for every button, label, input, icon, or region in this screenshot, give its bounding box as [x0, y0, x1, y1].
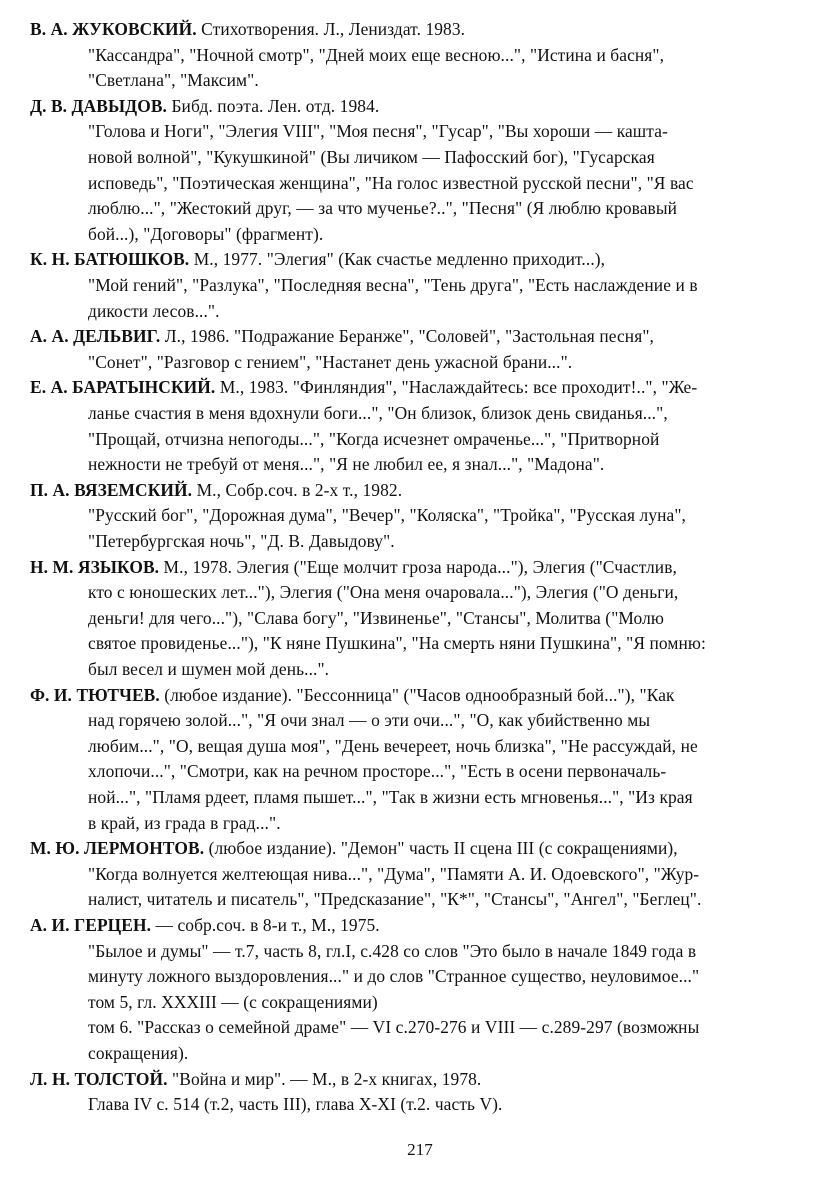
- entry-body-line: новой волной", "Кукушкиной" (Вы личиком — Пафосский бог), "Гусарская: [88, 146, 655, 167]
- entry-body-line: ланье счастия в меня вдохнули боги...", "Он близок, близок день свиданья...",: [88, 402, 668, 423]
- entry-body-line: дикости лесов...".: [88, 300, 220, 321]
- entry-text: — собр.соч. в 8-и т., М., 1975.: [151, 915, 380, 935]
- entry-body-line: хлопочи...", "Смотри, как на речном просторе...", "Есть в осени первоначаль-: [88, 761, 667, 782]
- entry-body-line: любим...", "О, вещая душа моя", "День вечереет, ночь близка", "Не рассуждай, не: [88, 735, 698, 756]
- entry-text: (любое издание). "Демон" часть II сцена III (с сокращениями),: [204, 838, 678, 859]
- bibliography-entry: [30, 324, 820, 375]
- entry-body-line: "Сонет", "Разговор с гением", "Настанет день ужасной брани...".: [88, 351, 573, 372]
- entry-body-line: бой...), "Договоры" (фрагмент).: [88, 223, 324, 244]
- entry-body-line: исповедь", "Поэтическая женщина", "На голос известной русской песни", "Я вас: [88, 172, 694, 193]
- entry-body-line: в край, из града в град...".: [88, 812, 281, 833]
- entry-body-line: ной...", "Пламя рдеет, пламя пышет...", "Так в жизни есть мгновенья...", "Из края: [88, 786, 693, 807]
- entry-body-line: деньги! для чего..."), "Слава богу", "Извиненье", "Стансы", Молитва ("Молю: [88, 607, 664, 628]
- entry-text: Л., 1986. "Подражание Беранже", "Соловей", "Застольная песня",: [160, 326, 654, 347]
- entry-heading-line: [30, 324, 820, 350]
- author-name: В. А. ЖУКОВСКИЙ.: [30, 19, 197, 39]
- entry-body-line: сокращения).: [88, 1042, 189, 1063]
- entry-heading-line: [30, 247, 820, 273]
- entry-text: М., 1977. "Элегия" (Как счастье медленно приходит...),: [189, 249, 606, 270]
- bibliography-entry: [30, 1067, 820, 1118]
- entry-body-line: "Голова и Ноги", "Элегия VIII", "Моя песня", "Гусар", "Вы хороши — кашта-: [88, 121, 668, 142]
- author-name: П. А. ВЯЗЕМСКИЙ.: [30, 479, 193, 500]
- author-name: А. И. ГЕРЦЕН.: [30, 915, 152, 935]
- entry-body-line: налист, читатель и писатель", "Предсказание", "К*", "Стансы", "Ангел", "Беглец".: [88, 889, 702, 910]
- bibliography-entry: [30, 94, 820, 248]
- entry-body-line: Глава IV с. 514 (т.2, часть III), глава Х-ХI (т.2. часть V).: [88, 1094, 503, 1115]
- bibliography-entry: [30, 683, 820, 837]
- bibliography-entry: [30, 17, 820, 94]
- author-name: А. А. ДЕЛЬВИГ.: [30, 326, 161, 347]
- entry-body-line: "Петербургская ночь", "Д. В. Давыдову".: [88, 530, 395, 551]
- entry-heading-line: [30, 1067, 820, 1093]
- entry-body-line: минуту ложного выздоровления..." и до слов "Странное существо, неуловимое...": [88, 966, 700, 987]
- page-number: 217: [407, 1140, 433, 1159]
- author-name: Н. М. ЯЗЫКОВ.: [30, 556, 160, 577]
- author-name: М. Ю. ЛЕРМОНТОВ.: [30, 838, 205, 859]
- entry-body-line: "Светлана", "Максим".: [88, 70, 259, 91]
- entry-body-line: "Прощай, отчизна непогоды...", "Когда исчезнет омраченье...", "Притворной: [88, 428, 660, 449]
- entry-text: Бибд. поэта. Лен. отд. 1984.: [167, 95, 380, 116]
- entry-body-line: "Былое и думы" — т.7, часть 8, гл.I, с.428 со слов "Это было в начале 1849 года в: [88, 940, 697, 961]
- entry-body-line: "Мой гений", "Разлука", "Последняя весна", "Тень друга", "Есть наслаждение и в: [88, 274, 698, 295]
- entry-body-line: "Русский бог", "Дорожная дума", "Вечер", "Коляска", "Тройка", "Русская луна",: [88, 505, 686, 526]
- entry-text: М., 1978. Элегия ("Еще молчит гроза народа..."), Элегия ("Счастлив,: [159, 556, 677, 577]
- bibliography-entry: [30, 836, 820, 913]
- entry-text: М., Собр.соч. в 2-х т., 1982.: [192, 479, 403, 500]
- entry-heading-line: [30, 478, 820, 504]
- entry-heading-line: [30, 17, 820, 43]
- entry-text: М., 1983. "Финляндия", "Наслаждайтесь: все проходит!..", "Же-: [215, 377, 698, 398]
- entry-body-line: нежности не требуй от меня...", "Я не любил ее, я знал...", "Мадона".: [88, 454, 605, 475]
- bibliography-entry: [30, 478, 820, 555]
- entry-heading-line: [30, 683, 820, 709]
- entry-body-line: том 6. "Рассказ о семейной драме" — VI с.270-276 и VIII — с.289-297 (возможны: [88, 1017, 700, 1038]
- entry-heading-line: [30, 555, 820, 581]
- entry-text: "Война и мир". — М., в 2-х книгах, 1978.: [167, 1068, 482, 1089]
- author-name: К. Н. БАТЮШКОВ.: [30, 249, 190, 270]
- entry-heading-line: [30, 913, 820, 939]
- entry-body-line: кто с юношеских лет..."), Элегия ("Она меня очаровала..."), Элегия ("О деньги,: [88, 582, 679, 603]
- author-name: Л. Н. ТОЛСТОЙ.: [30, 1068, 168, 1089]
- entry-body-line: том 5, гл. XXXIII — (с сокращениями): [88, 991, 378, 1012]
- entry-text: (любое издание). "Бессонница" ("Часов однообразный бой..."), "Как: [159, 684, 675, 705]
- author-name: Е. А. БАРАТЫНСКИЙ.: [30, 377, 216, 398]
- entry-body-line: был весел и шумен мой день...".: [88, 658, 330, 679]
- bibliography-entry: [30, 375, 820, 477]
- entry-body-line: люблю...", "Жестокий друг, — за что мученье?..", "Песня" (Я люблю кровавый: [88, 198, 678, 219]
- entry-heading-line: [30, 836, 820, 862]
- entry-heading-line: [30, 375, 820, 401]
- entry-body-line: "Кассандра", "Ночной смотр", "Дней моих еще весною...", "Истина и басня",: [88, 44, 665, 65]
- author-name: Ф. И. ТЮТЧЕВ.: [30, 684, 160, 705]
- entry-body-line: "Когда волнуется желтеющая нива...", "Дума", "Памяти А. И. Одоевского", "Жур-: [88, 863, 700, 884]
- bibliography-entry: [30, 247, 820, 324]
- entry-heading-line: [30, 94, 820, 120]
- author-name: Д. В. ДАВЫДОВ.: [30, 95, 167, 116]
- bibliography-entry: [30, 555, 820, 683]
- entry-body-line: святое провиденье..."), "К няне Пушкина", "На смерть няни Пушкина", "Я помню:: [88, 633, 706, 654]
- entry-body-line: над горячею золой...", "Я очи знал — о эти очи...", "О, как убийственно мы: [88, 710, 651, 731]
- entry-text: Стихотворения. Л., Лениздат. 1983.: [196, 19, 466, 39]
- bibliography-entry: [30, 913, 820, 1067]
